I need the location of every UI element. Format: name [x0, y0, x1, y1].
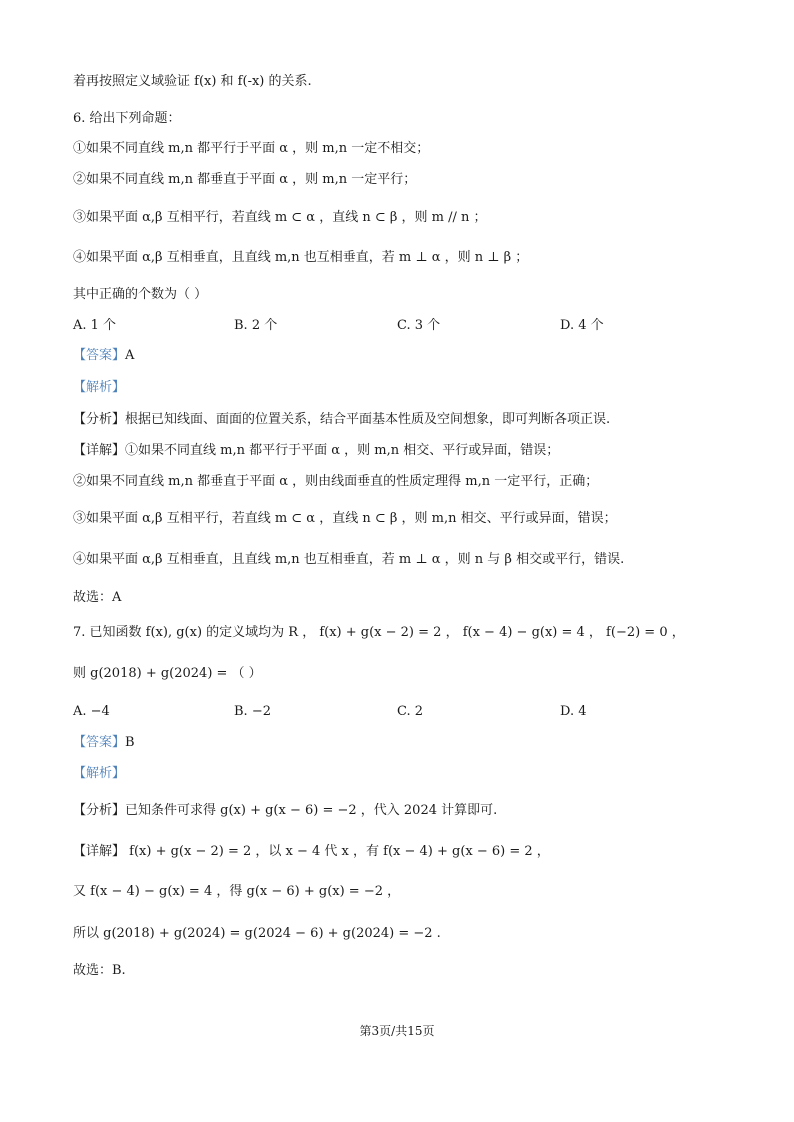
xiangjie-tag: 【详解】	[73, 443, 126, 458]
analysis-tag-2: 【解析】	[73, 766, 126, 781]
solution-3: ③如果平面 α,β 互相平行，若直线 m ⊂ α ，直线 n ⊂ β ，则 m,n 相交、平行或异面，错误；	[73, 511, 617, 526]
xiangjie-line-2	[73, 842, 550, 862]
answer-line-2	[73, 733, 135, 753]
question-6-stem: 6. 给出下列命题：	[73, 111, 181, 126]
proposition-3: ③如果平面 α,β 互相平行，若直线 m ⊂ α ，直线 n ⊂ β ，则 m // n ；	[73, 210, 487, 225]
answer-value-2: B	[125, 735, 135, 750]
page-footer: 第3页/共15页	[359, 1024, 435, 1038]
analysis-tag: 【解析】	[73, 380, 126, 395]
fenxi-line-2	[73, 801, 497, 821]
q6-option-d: D. 4 个	[560, 318, 604, 333]
xiangjie-tag-2: 【详解】	[73, 844, 126, 859]
xiangjie-text-2: f(x) + g(x − 2) = 2 ，以 x − 4 代 x ，有 f(x − 4) + g(x − 6) = 2 ，	[125, 844, 550, 859]
q7-option-d: D. 4	[560, 704, 587, 719]
choice-line: 故选：A	[73, 590, 122, 605]
fenxi-text-2: 已知条件可求得 g(x) + g(x − 6) = −2 ，代入 2024 计算即可.	[125, 803, 498, 818]
answer-value: A	[125, 348, 135, 363]
q6-option-a: A. 1 个	[73, 318, 117, 333]
proposition-2: ②如果不同直线 m,n 都垂直于平面 α ，则 m,n 一定平行；	[73, 172, 417, 187]
q7-option-c: C. 2	[397, 704, 424, 719]
fenxi-line	[73, 410, 610, 430]
solution-2: ②如果不同直线 m,n 都垂直于平面 α ，则由线面垂直的性质定理得 m,n 一定平行，正确；	[73, 474, 599, 489]
question-7-stem: 7. 已知函数 f(x), g(x) 的定义域均为 R ， f(x) + g(x − 2) = 2 ， f(x − 4) − g(x) = 4 ， f(−2) = 0 ，	[73, 625, 685, 640]
fenxi-tag-2: 【分析】	[73, 803, 126, 818]
xiangjie-line	[73, 441, 559, 461]
question-7-prompt: 则 g(2018) + g(2024) = （ ）	[73, 666, 262, 681]
fenxi-tag: 【分析】	[73, 412, 126, 427]
question-6-prompt: 其中正确的个数为（ ）	[73, 287, 208, 302]
choice-line-2: 故选：B.	[73, 963, 126, 978]
result-line: 所以 g(2018) + g(2024) = g(2024 − 6) + g(2024) = −2 .	[73, 926, 441, 941]
text-line: 着再按照定义域验证 f(x) 和 f(-x) 的关系.	[73, 74, 312, 89]
answer-line	[73, 346, 134, 366]
answer-tag: 【答案】	[73, 348, 126, 363]
proposition-4: ④如果平面 α,β 互相垂直，且直线 m,n 也互相垂直，若 m ⊥ α ，则 n ⊥ β ；	[73, 250, 529, 265]
q7-option-b: B. −2	[234, 704, 271, 719]
analysis-line	[73, 378, 125, 398]
xiangjie-text: ①如果不同直线 m,n 都平行于平面 α ，则 m,n 相交、平行或异面，错误；	[125, 443, 560, 458]
proposition-1: ①如果不同直线 m,n 都平行于平面 α ，则 m,n 一定不相交；	[73, 141, 430, 156]
analysis-line-2	[73, 764, 125, 784]
solution-4: ④如果平面 α,β 互相垂直，且直线 m,n 也互相垂直，若 m ⊥ α ，则 n 与 β 相交或平行，错误.	[73, 552, 625, 567]
q6-option-c: C. 3 个	[397, 318, 441, 333]
fenxi-text: 根据已知线面、面面的位置关系，结合平面基本性质及空间想象，即可判断各项正误.	[125, 412, 611, 427]
q7-option-a: A. −4	[73, 704, 110, 719]
q6-option-b: B. 2 个	[234, 318, 278, 333]
answer-tag-2: 【答案】	[73, 735, 126, 750]
derivation-line: 又 f(x − 4) − g(x) = 4 ，得 g(x − 6) + g(x) = −2 ，	[73, 884, 401, 899]
